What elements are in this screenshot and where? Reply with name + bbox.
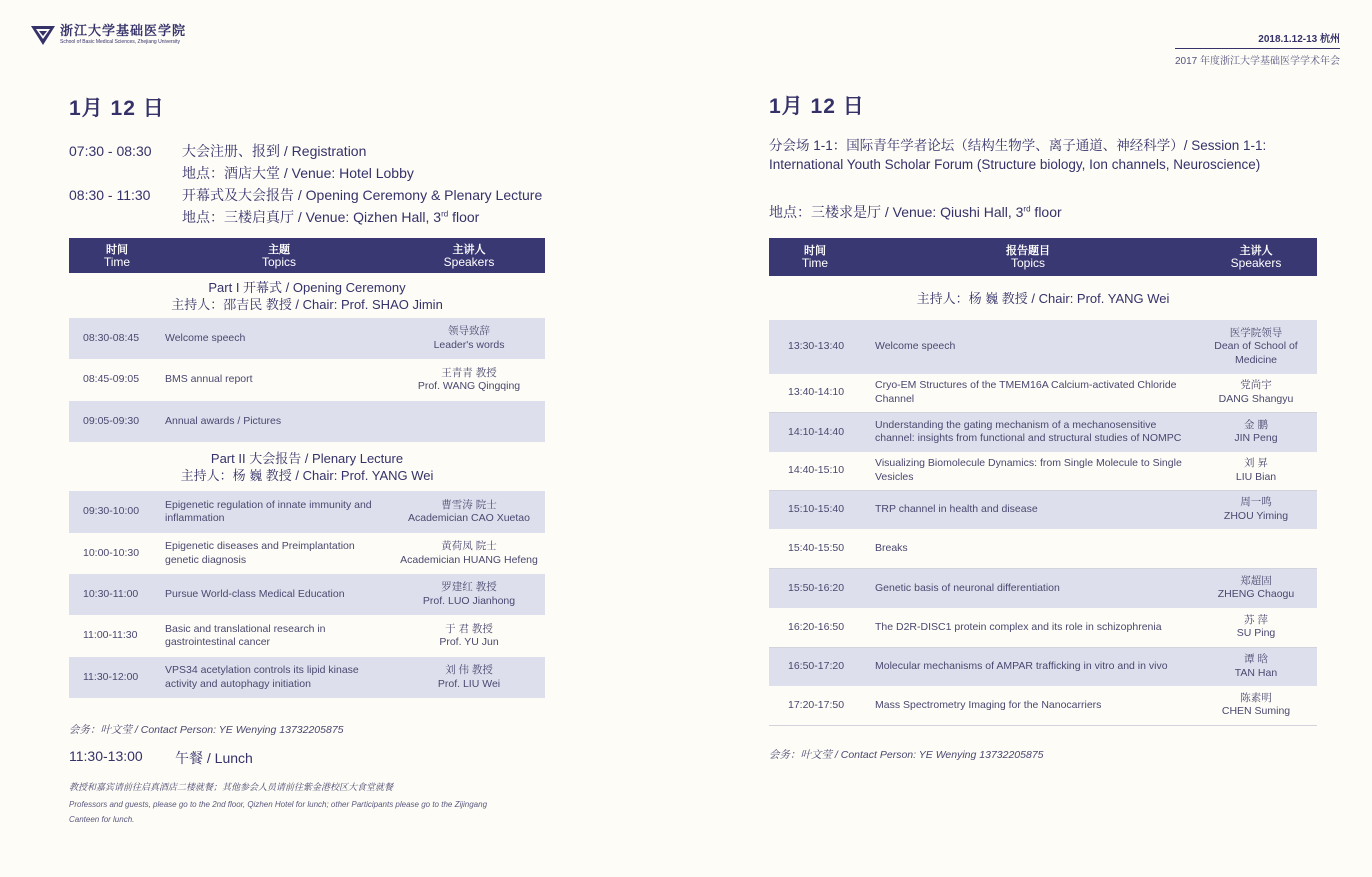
schedule-text: 大会注册、报到 / Registration xyxy=(182,143,367,159)
row-topic: Mass Spectrometry Imaging for the Nanocarriers xyxy=(861,686,1195,725)
row-time: 08:30-08:45 xyxy=(69,318,165,359)
left-schedule xyxy=(69,140,542,228)
row-time: 13:30-13:40 xyxy=(769,320,861,374)
row-speaker: 党尚宇 DANG Shangyu xyxy=(1195,374,1317,412)
row-topic: Pursue World-class Medical Education xyxy=(165,574,393,615)
table-row xyxy=(769,490,1317,529)
row-time: 14:40-15:10 xyxy=(769,452,861,490)
row-speaker: 谭 晗 TAN Han xyxy=(1195,647,1317,686)
table-row xyxy=(769,568,1317,608)
row-speaker: 罗建红 教授 Prof. LUO Jianhong xyxy=(393,574,545,615)
table-row xyxy=(769,647,1317,686)
row-speaker: 郑超固 ZHENG Chaogu xyxy=(1195,568,1317,608)
part-chair: 主持人：杨 巍 教授 / Chair: Prof. YANG Wei xyxy=(180,467,434,483)
table-row xyxy=(69,574,545,615)
row-topic: Molecular mechanisms of AMPAR trafficking in vitro and in vivo xyxy=(861,647,1195,686)
header-speakers: 主讲人 Speakers xyxy=(1195,238,1317,276)
header-time: 时间 Time xyxy=(69,238,165,273)
table-row xyxy=(69,491,545,533)
row-speaker xyxy=(1195,529,1317,568)
row-time: 16:20-16:50 xyxy=(769,608,861,647)
schedule-text: 开幕式及大会报告 / Opening Ceremony & Plenary Lecture xyxy=(182,187,543,203)
row-topic: BMS annual report xyxy=(165,359,393,401)
right-venue: 地点：三楼求是厅 / Venue: Qiushi Hall, 3rd floor xyxy=(769,204,1062,220)
row-topic: TRP channel in health and disease xyxy=(861,490,1195,529)
table-header-row xyxy=(769,238,1317,276)
row-topic: Genetic basis of neuronal differentiation xyxy=(861,568,1195,608)
row-time: 09:30-10:00 xyxy=(69,491,165,533)
row-speaker: 王青青 教授 Prof. WANG Qingqing xyxy=(393,359,545,401)
chair-row xyxy=(769,276,1317,320)
row-time: 08:45-09:05 xyxy=(69,359,165,401)
schedule-time: 08:30 - 11:30 xyxy=(69,187,151,203)
right-day-heading: 1月 12 日 xyxy=(769,95,865,118)
row-topic: VPS34 acetylation controls its lipid kinase activity and autophagy initiation xyxy=(165,657,393,698)
row-time: 14:10-14:40 xyxy=(769,412,861,452)
table-row xyxy=(769,686,1317,725)
row-time: 09:05-09:30 xyxy=(69,401,165,442)
row-speaker: 苏 萍 SU Ping xyxy=(1195,608,1317,647)
header-topics: 报告题目 Topics xyxy=(861,238,1195,276)
row-time: 13:40-14:10 xyxy=(769,374,861,412)
left-program-table xyxy=(69,238,545,698)
row-time: 17:20-17:50 xyxy=(769,686,861,725)
header-speakers: 主讲人 Speakers xyxy=(393,238,545,273)
row-time: 15:10-15:40 xyxy=(769,490,861,529)
logo-name-cn: 浙江大学基础医学院 xyxy=(60,24,187,39)
row-time: 11:00-11:30 xyxy=(69,615,165,657)
row-time: 10:00-10:30 xyxy=(69,533,165,574)
row-speaker: 于 君 教授 Prof. YU Jun xyxy=(393,615,545,657)
row-speaker: 刘 伟 教授 Prof. LIU Wei xyxy=(393,657,545,698)
row-time: 16:50-17:20 xyxy=(769,647,861,686)
table-row xyxy=(769,452,1317,490)
lunch-time: 11:30-13:00 xyxy=(69,748,143,764)
table-row xyxy=(769,412,1317,452)
part-heading xyxy=(69,442,545,491)
row-time: 11:30-12:00 xyxy=(69,657,165,698)
row-time: 10:30-11:00 xyxy=(69,574,165,615)
university-emblem-icon xyxy=(30,24,56,46)
table-row xyxy=(769,529,1317,568)
row-topic: Welcome speech xyxy=(861,320,1195,374)
row-speaker: 周一鸣 ZHOU Yiming xyxy=(1195,490,1317,529)
table-header-row xyxy=(69,238,545,273)
table-row xyxy=(69,657,545,698)
lunch-note-cn: 教授和嘉宾请前往启真酒店二楼就餐；其他参会人员请前往紫金港校区大食堂就餐 xyxy=(69,782,394,792)
row-topic: Understanding the gating mechanism of a mechanosensitive channel: insights from functional and structural studies of NOMPC xyxy=(861,412,1195,452)
row-topic: Annual awards / Pictures xyxy=(165,401,393,442)
row-topic: Basic and translational research in gastrointestinal cancer xyxy=(165,615,393,657)
row-topic: Visualizing Biomolecule Dynamics: from Single Molecule to Single Vesicles xyxy=(861,452,1195,490)
left-contact: 会务：叶文莹 / Contact Person: YE Wenying 13732205875 xyxy=(69,724,344,736)
table-row xyxy=(769,608,1317,647)
table-row xyxy=(769,374,1317,412)
row-speaker: 金 鹏 JIN Peng xyxy=(1195,412,1317,452)
row-speaker: 刘 昇 LIU Bian xyxy=(1195,452,1317,490)
conference-date-location: 2018.1.12-13 杭州 xyxy=(1175,30,1340,49)
row-time: 15:50-16:20 xyxy=(769,568,861,608)
logo-name-en: School of Basic Medical Sciences, Zhejiang University xyxy=(60,39,181,45)
row-speaker: 曹雪涛 院士 Academician CAO Xuetao xyxy=(393,491,545,533)
lunch-line xyxy=(69,748,253,768)
schedule-text: 地点：酒店大堂 / Venue: Hotel Lobby xyxy=(182,165,414,181)
header-time: 时间 Time xyxy=(769,238,861,276)
lunch-note-en: Professors and guests, please go to the 2nd floor, Qizhen Hotel for lunch; other Participants please go to the Zijingang Canteen for lunch. xyxy=(69,800,488,824)
row-topic: Epigenetic diseases and Preimplantation genetic diagnosis xyxy=(165,533,393,574)
part-title: Part II 大会报告 / Plenary Lecture xyxy=(210,450,404,466)
row-speaker: 陈素明 CHEN Suming xyxy=(1195,686,1317,725)
right-contact: 会务：叶文莹 / Contact Person: YE Wenying 13732205875 xyxy=(769,749,1044,761)
table-row xyxy=(69,401,545,442)
table-row xyxy=(69,533,545,574)
schedule-time: 07:30 - 08:30 xyxy=(69,143,152,159)
session-chair: 主持人：杨 巍 教授 / Chair: Prof. YANG Wei xyxy=(769,276,1317,320)
table-row xyxy=(769,320,1317,374)
lunch-text: 午餐 / Lunch xyxy=(175,750,253,766)
row-time: 15:40-15:50 xyxy=(769,529,861,568)
part-title: Part I 开幕式 / Opening Ceremony xyxy=(208,279,406,295)
table-row xyxy=(69,318,545,359)
logo xyxy=(30,24,186,46)
right-program-table xyxy=(769,238,1317,726)
row-topic: Welcome speech xyxy=(165,318,393,359)
table-row xyxy=(69,359,545,401)
part-chair: 主持人：邵吉民 教授 / Chair: Prof. SHAO Jimin xyxy=(171,296,443,312)
schedule-text: 地点：三楼启真厅 / Venue: Qizhen Hall, 3rd floor xyxy=(182,209,480,225)
row-topic: Epigenetic regulation of innate immunity and inflammation xyxy=(165,491,393,533)
row-speaker xyxy=(393,401,545,442)
row-speaker: 领导致辞 Leader's words xyxy=(393,318,545,359)
row-topic: The D2R-DISC1 protein complex and its role in schizophrenia xyxy=(861,608,1195,647)
row-speaker: 医学院领导 Dean of School of Medicine xyxy=(1195,320,1317,374)
left-day-heading: 1月 12 日 xyxy=(69,97,165,120)
row-topic: Cryo-EM Structures of the TMEM16A Calcium-activated Chloride Channel xyxy=(861,374,1195,412)
row-topic: Breaks xyxy=(861,529,1195,568)
session-title: 分会场 1-1：国际青年学者论坛（结构生物学、离子通道、神经科学）/ Session 1-1: International Youth Scholar Forum (Structure biology, Ion channels, Neuroscience) xyxy=(769,138,1267,172)
header-topics: 主题 Topics xyxy=(165,238,393,273)
part-heading xyxy=(69,273,545,318)
row-speaker: 黄荷凤 院士 Academician HUANG Hefeng xyxy=(393,533,545,574)
conference-name: 2017 年度浙江大学基础医学学术年会 xyxy=(1174,56,1340,67)
table-row xyxy=(69,615,545,657)
